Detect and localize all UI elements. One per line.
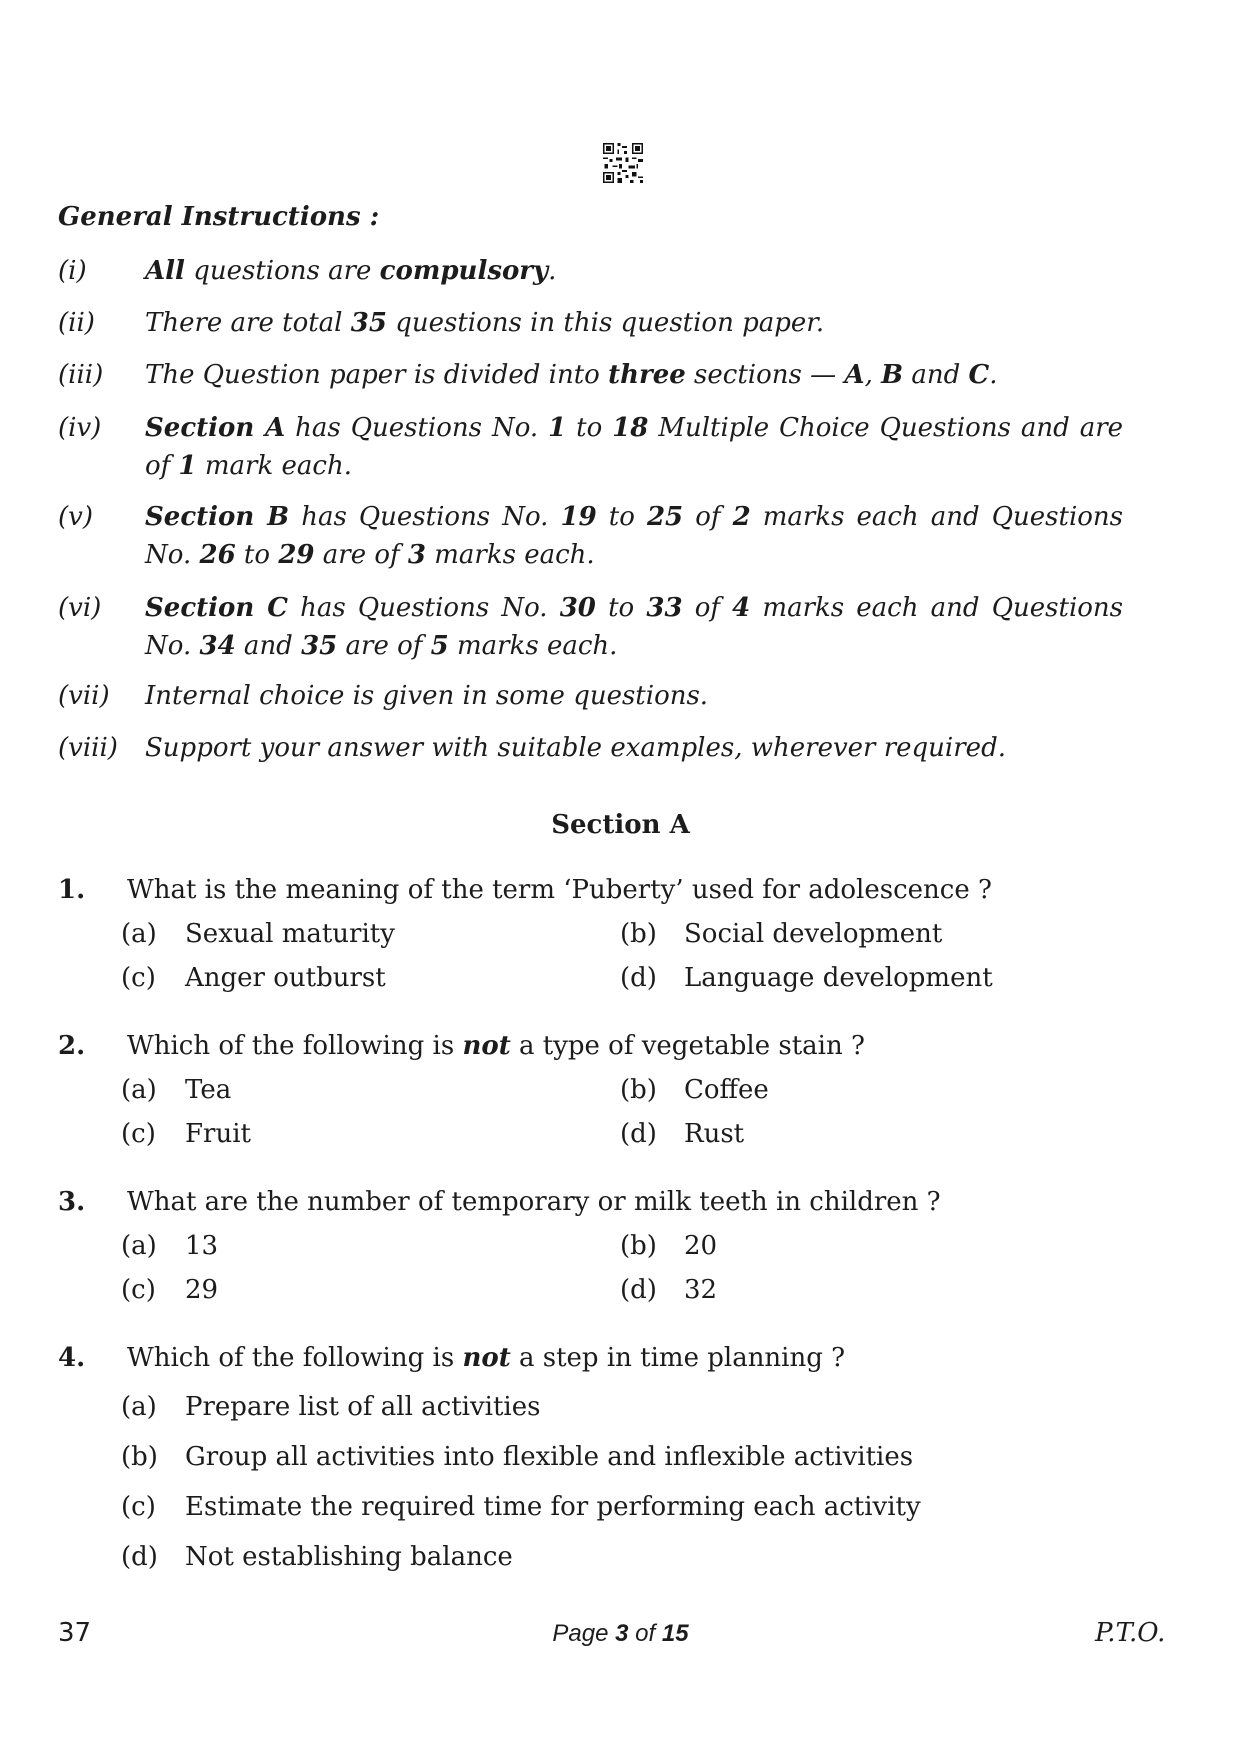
general-instructions-title: General Instructions : [58, 202, 380, 232]
option-label: (c) [121, 963, 156, 993]
option-label: (a) [121, 1231, 157, 1261]
emphasis-text: 33 [646, 593, 683, 623]
emphasis-text: 35 [350, 308, 387, 338]
instruction-number: (i) [58, 256, 87, 286]
option-text: Language development [684, 963, 993, 993]
emphasis-text: 35 [301, 631, 338, 661]
instruction-text: Section A has Questions No. 1 to 18 Multiple Choice Questions and are of 1 mark each. [145, 413, 1124, 481]
option-label: (d) [620, 1275, 657, 1305]
emphasis-text: 1 [178, 451, 197, 481]
instruction-item [58, 252, 1123, 290]
instruction-number: (iii) [58, 360, 104, 390]
question-number: 4. [58, 1343, 86, 1373]
instruction-number: (vi) [58, 593, 102, 623]
emphasis-text: compulsory [379, 256, 549, 286]
emphasis-text: 26 [199, 540, 236, 570]
option-text: Estimate the required time for performing each activity [185, 1492, 921, 1522]
instruction-text: Section C has Questions No. 30 to 33 of 4 marks each and Questions No. 34 and 35 are of 5 marks each. [145, 593, 1124, 661]
page-prefix: Page [552, 1620, 616, 1647]
emphasis-text: three [608, 360, 686, 390]
option-text: 20 [684, 1231, 718, 1261]
question-number: 2. [58, 1031, 86, 1061]
option-label: (a) [121, 1392, 157, 1422]
emphasis-text: 19 [560, 502, 597, 532]
instruction-text: All questions are compulsory. [145, 256, 557, 286]
emphasis-text: 3 [407, 540, 426, 570]
instruction-number: (ii) [58, 308, 95, 338]
question-number: 3. [58, 1187, 86, 1217]
question-text: Which of the following is not a type of vegetable stain ? [127, 1031, 865, 1061]
option-text: Coffee [684, 1075, 769, 1105]
option-label: (b) [620, 1231, 657, 1261]
option-label: (b) [620, 1075, 657, 1105]
emphasis-text: 25 [646, 502, 684, 532]
emphasis-text: 1 [548, 413, 567, 443]
emphasis-text: 2 [732, 502, 751, 532]
emphasis-text: not [462, 1031, 511, 1061]
option-label: (a) [121, 1075, 157, 1105]
instruction-item [58, 498, 1123, 574]
page-number [0, 1620, 1241, 1648]
option-text: 13 [185, 1231, 219, 1261]
option-label: (c) [121, 1119, 156, 1149]
pto-label: P.T.O. [1095, 1618, 1166, 1648]
instruction-item [58, 677, 1123, 715]
option-label: (c) [121, 1275, 156, 1305]
emphasis-text: C [968, 360, 990, 390]
instruction-item [58, 729, 1123, 767]
emphasis-text: 29 [278, 540, 315, 570]
option-label: (c) [121, 1492, 156, 1522]
instruction-text: Internal choice is given in some questions. [145, 681, 709, 711]
option-text: 32 [684, 1275, 718, 1305]
emphasis-text: 30 [559, 593, 596, 623]
option-label: (b) [121, 1442, 158, 1472]
option-text: Anger outburst [185, 963, 386, 993]
option-text: Prepare list of all activities [185, 1392, 541, 1422]
emphasis-text: All [145, 256, 185, 286]
option-text: 29 [185, 1275, 219, 1305]
instruction-number: (vii) [58, 681, 110, 711]
question-text: Which of the following is not a step in time planning ? [127, 1343, 846, 1373]
option-label: (d) [620, 963, 657, 993]
instruction-item [58, 589, 1123, 665]
option-text: Fruit [185, 1119, 251, 1149]
emphasis-text: 34 [199, 631, 236, 661]
instruction-text: Support your answer with suitable examples, wherever required. [145, 733, 1006, 763]
question-number: 1. [58, 875, 86, 905]
option-text: Tea [185, 1075, 232, 1105]
option-text: Group all activities into flexible and inflexible activities [185, 1442, 914, 1472]
option-text: Social development [684, 919, 943, 949]
emphasis-text: 18 [612, 413, 649, 443]
instruction-text: The Question paper is divided into three sections — A, B and C. [145, 360, 998, 390]
emphasis-text: 4 [732, 593, 751, 623]
emphasis-text: 5 [430, 631, 449, 661]
instruction-number: (viii) [58, 733, 118, 763]
question-text: What are the number of temporary or milk teeth in children ? [127, 1187, 941, 1217]
emphasis-text: B [881, 360, 904, 390]
option-label: (d) [620, 1119, 657, 1149]
instruction-number: (iv) [58, 413, 102, 443]
option-label: (b) [620, 919, 657, 949]
instruction-text: There are total 35 questions in this question paper. [145, 308, 825, 338]
emphasis-text: Section B [145, 502, 290, 532]
emphasis-text: Section C [145, 593, 288, 623]
emphasis-text: Section A [145, 413, 286, 443]
option-text: Sexual maturity [185, 919, 395, 949]
option-text: Not establishing balance [185, 1542, 513, 1572]
instruction-item [58, 409, 1123, 485]
instruction-number: (v) [58, 502, 93, 532]
option-text: Rust [684, 1119, 745, 1149]
option-label: (a) [121, 919, 157, 949]
emphasis-text: A [844, 360, 865, 390]
instruction-item [58, 356, 1123, 394]
instruction-item [58, 304, 1123, 342]
section-title: Section A [551, 810, 690, 840]
question-text: What is the meaning of the term ‘Puberty’ used for adolescence ? [127, 875, 992, 905]
emphasis-text: not [462, 1343, 511, 1373]
page-mid: of [628, 1620, 662, 1647]
paper-code: 37 [58, 1618, 92, 1648]
page-current: 3 [615, 1620, 629, 1647]
qr-code-icon [603, 143, 643, 183]
instruction-text: Section B has Questions No. 19 to 25 of 2 marks each and Questions No. 26 to 29 are of 3 marks each. [145, 502, 1124, 570]
option-label: (d) [121, 1542, 158, 1572]
page-total: 15 [661, 1620, 689, 1647]
